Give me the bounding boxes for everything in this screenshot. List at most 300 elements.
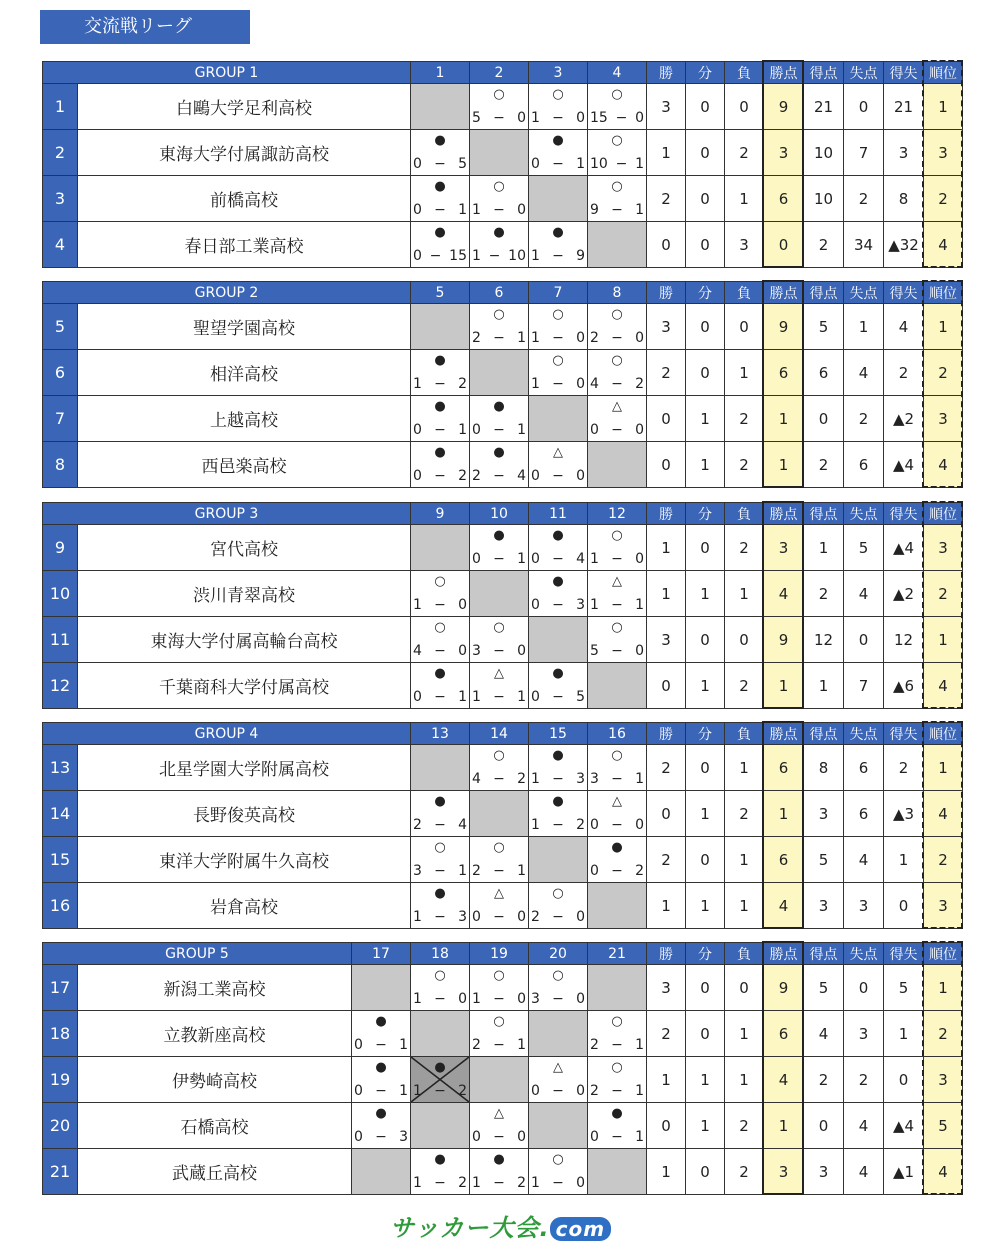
score-dash: − xyxy=(493,909,505,925)
rank-value: 4 xyxy=(924,663,963,709)
score-against: 1 xyxy=(517,1037,526,1053)
result-mark-icon: ● xyxy=(552,133,564,148)
stat-value: 0 xyxy=(647,791,686,837)
result-mark-icon: ● xyxy=(552,794,564,809)
match-result-cell xyxy=(470,883,529,929)
team-name: 西邑楽高校 xyxy=(78,442,411,488)
score-dash: − xyxy=(434,468,446,484)
score-for: 1 xyxy=(531,1175,540,1191)
score-against: 1 xyxy=(517,330,526,346)
result-mark-icon: ● xyxy=(434,1152,446,1167)
stat-header: 勝点 xyxy=(764,62,804,84)
stat-value: 12 xyxy=(804,617,844,663)
result-mark-icon: ● xyxy=(611,1106,623,1121)
score-against: 9 xyxy=(576,248,585,264)
score xyxy=(413,909,467,925)
stat-value: 1 xyxy=(725,571,764,617)
team-name: 長野俊英高校 xyxy=(78,791,411,837)
score-dash: − xyxy=(434,991,446,1007)
points-value: 6 xyxy=(764,1011,804,1057)
team-name: 立教新座高校 xyxy=(78,1011,352,1057)
score-dash: − xyxy=(493,643,505,659)
no-match-cell xyxy=(529,837,588,883)
stat-value: 1 xyxy=(647,1057,686,1103)
team-number: 4 xyxy=(43,222,78,268)
stat-value: 0 xyxy=(686,525,725,571)
logo-dot: . xyxy=(539,1214,550,1242)
match-result-cell xyxy=(470,617,529,663)
score-against: 1 xyxy=(517,689,526,705)
rank-value: 1 xyxy=(924,617,963,663)
score xyxy=(590,156,644,172)
opponent-column-header: 21 xyxy=(588,943,647,965)
opponent-column-header: 16 xyxy=(588,723,647,745)
stat-header: 順位 xyxy=(924,943,963,965)
match-result-cell xyxy=(529,745,588,791)
score xyxy=(531,110,585,126)
score-for: 1 xyxy=(472,248,481,264)
team-number: 5 xyxy=(43,304,78,350)
stat-value: 4 xyxy=(844,837,884,883)
score-for: 0 xyxy=(531,156,540,172)
result-mark-icon: ○ xyxy=(611,748,623,763)
points-value: 1 xyxy=(764,791,804,837)
result-mark-icon: ○ xyxy=(493,620,505,635)
group-table-4 xyxy=(42,722,963,929)
score-dash: − xyxy=(434,597,446,613)
score xyxy=(413,817,467,833)
score-for: 0 xyxy=(590,863,599,879)
score-dash: − xyxy=(493,863,505,879)
result-mark-icon: ○ xyxy=(552,968,564,983)
match-result-cell xyxy=(411,837,470,883)
match-result-cell xyxy=(529,1149,588,1195)
team-name: 東洋大学附属牛久高校 xyxy=(78,837,411,883)
opponent-column-header: 9 xyxy=(411,503,470,525)
score-for: 1 xyxy=(413,597,422,613)
score-against: 0 xyxy=(517,202,526,218)
stat-value: 0 xyxy=(647,442,686,488)
stat-header: 分 xyxy=(686,723,725,745)
score-for: 0 xyxy=(413,202,422,218)
score xyxy=(472,909,526,925)
score-dash: − xyxy=(552,991,564,1007)
match-result-cell xyxy=(529,791,588,837)
stat-header: 失点 xyxy=(844,62,884,84)
score-against: 1 xyxy=(517,422,526,438)
rank-value: 3 xyxy=(924,130,963,176)
score-dash: − xyxy=(429,248,442,264)
no-match-cell xyxy=(588,883,647,929)
stat-value: 3 xyxy=(844,1011,884,1057)
match-result-cell xyxy=(529,1057,588,1103)
stat-value: 3 xyxy=(804,883,844,929)
team-number: 7 xyxy=(43,396,78,442)
opponent-column-header: 7 xyxy=(529,282,588,304)
score xyxy=(354,1129,408,1145)
stat-value: 1 xyxy=(725,350,764,396)
score-dash: − xyxy=(611,551,623,567)
stat-value: ▲2 xyxy=(884,396,924,442)
score-against: 1 xyxy=(635,156,644,172)
group-table-5 xyxy=(42,942,963,1195)
stat-value: ▲2 xyxy=(884,571,924,617)
result-mark-icon: ○ xyxy=(434,968,446,983)
stat-header: 得点 xyxy=(804,723,844,745)
result-mark-icon: ● xyxy=(375,1060,387,1075)
score-against: 0 xyxy=(635,643,644,659)
score-against: 0 xyxy=(576,1083,585,1099)
rank-value: 3 xyxy=(924,396,963,442)
score-dash: − xyxy=(434,1175,446,1191)
stat-value: 3 xyxy=(647,617,686,663)
score-against: 0 xyxy=(635,817,644,833)
stat-value: 2 xyxy=(647,1011,686,1057)
stat-header: 勝点 xyxy=(764,503,804,525)
opponent-column-header: 18 xyxy=(411,943,470,965)
stat-value: 0 xyxy=(686,1011,725,1057)
result-mark-icon: ● xyxy=(434,794,446,809)
match-result-cell xyxy=(529,525,588,571)
score-dash: − xyxy=(611,863,623,879)
score-dash: − xyxy=(493,551,505,567)
score-for: 5 xyxy=(472,110,481,126)
stat-value: 0 xyxy=(647,396,686,442)
stat-value: 1 xyxy=(686,883,725,929)
match-result-cell xyxy=(588,396,647,442)
score-for: 9 xyxy=(590,202,599,218)
score-for: 1 xyxy=(531,771,540,787)
stat-header: 負 xyxy=(725,503,764,525)
match-result-cell xyxy=(411,176,470,222)
team-name: 武蔵丘高校 xyxy=(78,1149,352,1195)
result-mark-icon: ○ xyxy=(611,307,623,322)
stat-header: 得点 xyxy=(804,943,844,965)
team-name: 岩倉高校 xyxy=(78,883,411,929)
match-result-cell xyxy=(529,130,588,176)
stat-value: 3 xyxy=(647,84,686,130)
score xyxy=(531,156,585,172)
rank-value: 3 xyxy=(924,1057,963,1103)
score-against: 0 xyxy=(517,909,526,925)
result-mark-icon: ○ xyxy=(434,620,446,635)
score-for: 0 xyxy=(413,422,422,438)
no-match-cell xyxy=(529,617,588,663)
score-against: 1 xyxy=(517,551,526,567)
score-against: 1 xyxy=(399,1037,408,1053)
stat-header: 得失 xyxy=(884,723,924,745)
stat-header: 分 xyxy=(686,503,725,525)
team-name: 渋川青翠高校 xyxy=(78,571,411,617)
match-result-cell xyxy=(411,442,470,488)
stat-value: 0 xyxy=(725,84,764,130)
score-for: 1 xyxy=(531,817,540,833)
score-for: 0 xyxy=(354,1083,363,1099)
stat-value: 1 xyxy=(647,130,686,176)
match-result-cell xyxy=(411,663,470,709)
rank-value: 2 xyxy=(924,176,963,222)
score-for: 2 xyxy=(590,330,599,346)
score-against: 1 xyxy=(576,156,585,172)
no-match-cell xyxy=(588,222,647,268)
stat-header: 勝点 xyxy=(764,282,804,304)
opponent-column-header: 8 xyxy=(588,282,647,304)
score-dash: − xyxy=(611,376,623,392)
score-against: 2 xyxy=(517,1175,526,1191)
points-value: 9 xyxy=(764,304,804,350)
score-against: 0 xyxy=(576,468,585,484)
stat-value: 21 xyxy=(804,84,844,130)
rank-value: 3 xyxy=(924,883,963,929)
score-dash: − xyxy=(552,376,564,392)
stat-value: 0 xyxy=(647,663,686,709)
result-mark-icon: ● xyxy=(434,133,446,148)
logo-com: com xyxy=(550,1217,611,1241)
group-name: GROUP 2 xyxy=(43,282,411,304)
score xyxy=(590,330,644,346)
stat-value: 1 xyxy=(725,745,764,791)
team-row xyxy=(43,350,963,396)
stat-value: 0 xyxy=(647,222,686,268)
score xyxy=(590,771,644,787)
points-value: 6 xyxy=(764,176,804,222)
match-result-cell xyxy=(470,1011,529,1057)
rank-value: 2 xyxy=(924,837,963,883)
team-name: 相洋高校 xyxy=(78,350,411,396)
stat-value: 4 xyxy=(884,304,924,350)
team-row xyxy=(43,791,963,837)
no-match-cell xyxy=(411,1011,470,1057)
stat-value: 1 xyxy=(884,1011,924,1057)
stat-value: 1 xyxy=(647,883,686,929)
stat-value: 6 xyxy=(804,350,844,396)
team-number: 15 xyxy=(43,837,78,883)
score-dash: − xyxy=(434,643,446,659)
stat-header: 勝 xyxy=(647,282,686,304)
score-dash: − xyxy=(552,597,564,613)
score xyxy=(531,909,585,925)
score-for: 0 xyxy=(531,1083,540,1099)
score-against: 0 xyxy=(458,597,467,613)
stat-value: 5 xyxy=(804,304,844,350)
score-for: 2 xyxy=(472,468,481,484)
score-dash: − xyxy=(611,330,623,346)
score-for: 1 xyxy=(590,551,599,567)
stat-value: 1 xyxy=(804,525,844,571)
team-row xyxy=(43,84,963,130)
score-for: 0 xyxy=(472,422,481,438)
score xyxy=(531,689,585,705)
score xyxy=(531,771,585,787)
stat-value: 0 xyxy=(686,176,725,222)
match-result-cell xyxy=(588,1103,647,1149)
stat-value: 2 xyxy=(725,1149,764,1195)
team-row xyxy=(43,745,963,791)
no-match-cell xyxy=(470,1057,529,1103)
stat-value: 2 xyxy=(844,1057,884,1103)
stat-value: 4 xyxy=(844,350,884,396)
opponent-column-header: 1 xyxy=(411,62,470,84)
result-mark-icon: ○ xyxy=(611,1060,623,1075)
score-against: 0 xyxy=(576,991,585,1007)
score xyxy=(531,248,585,264)
score xyxy=(590,863,644,879)
match-result-cell xyxy=(470,442,529,488)
stat-header: 得失 xyxy=(884,62,924,84)
score-against: 2 xyxy=(458,1175,467,1191)
match-result-cell xyxy=(470,84,529,130)
score xyxy=(472,771,526,787)
rank-value: 3 xyxy=(924,525,963,571)
stat-value: 0 xyxy=(686,745,725,791)
stat-header: 失点 xyxy=(844,503,884,525)
stat-header: 勝 xyxy=(647,723,686,745)
stat-value: 2 xyxy=(804,571,844,617)
team-number: 18 xyxy=(43,1011,78,1057)
stat-header: 勝 xyxy=(647,62,686,84)
stat-value: 1 xyxy=(725,837,764,883)
score-for: 1 xyxy=(413,1083,422,1099)
match-result-cell xyxy=(588,130,647,176)
stat-value: 2 xyxy=(647,837,686,883)
result-mark-icon: ● xyxy=(434,666,446,681)
result-mark-icon: ● xyxy=(552,225,564,240)
result-mark-icon: ○ xyxy=(611,133,623,148)
stat-value: 6 xyxy=(844,442,884,488)
score-against: 0 xyxy=(517,643,526,659)
score xyxy=(472,422,526,438)
result-mark-icon: ○ xyxy=(493,307,505,322)
result-mark-icon: ● xyxy=(434,179,446,194)
stat-value: 6 xyxy=(844,791,884,837)
stat-value: 1 xyxy=(725,883,764,929)
result-mark-icon: ○ xyxy=(611,528,623,543)
score-for: 3 xyxy=(590,771,599,787)
score-dash: − xyxy=(434,1083,446,1099)
opponent-column-header: 20 xyxy=(529,943,588,965)
match-result-cell xyxy=(411,130,470,176)
score-for: 2 xyxy=(472,863,481,879)
no-match-cell xyxy=(529,396,588,442)
match-result-cell xyxy=(470,663,529,709)
score xyxy=(413,643,467,659)
stat-value: 2 xyxy=(647,745,686,791)
points-value: 0 xyxy=(764,222,804,268)
score-for: 2 xyxy=(590,1083,599,1099)
score-for: 0 xyxy=(531,468,540,484)
stat-value: 2 xyxy=(844,396,884,442)
score-dash: − xyxy=(488,248,501,264)
score xyxy=(531,817,585,833)
team-number: 17 xyxy=(43,965,78,1011)
result-mark-icon: ○ xyxy=(493,179,505,194)
score-against: 1 xyxy=(635,1129,644,1145)
score-for: 4 xyxy=(590,376,599,392)
stat-header: 得点 xyxy=(804,503,844,525)
result-mark-icon: ○ xyxy=(611,353,623,368)
stat-value: 0 xyxy=(884,883,924,929)
stat-value: 5 xyxy=(844,525,884,571)
match-result-cell xyxy=(529,965,588,1011)
score-for: 0 xyxy=(472,909,481,925)
stat-value: 0 xyxy=(725,304,764,350)
stat-header: 分 xyxy=(686,282,725,304)
result-mark-icon: ○ xyxy=(493,968,505,983)
stat-value: 0 xyxy=(884,1057,924,1103)
score-dash: − xyxy=(434,689,446,705)
score-dash: − xyxy=(611,771,623,787)
stat-header: 負 xyxy=(725,943,764,965)
score-for: 2 xyxy=(472,330,481,346)
stat-value: 5 xyxy=(804,837,844,883)
score xyxy=(472,248,526,264)
no-match-cell xyxy=(529,176,588,222)
result-mark-icon: ○ xyxy=(493,748,505,763)
stat-value: 2 xyxy=(647,176,686,222)
points-value: 1 xyxy=(764,663,804,709)
stat-value: 1 xyxy=(725,1011,764,1057)
match-result-cell xyxy=(352,1011,411,1057)
stat-value: 2 xyxy=(725,663,764,709)
rank-value: 1 xyxy=(924,84,963,130)
match-result-cell xyxy=(470,222,529,268)
score-dash: − xyxy=(434,156,446,172)
score xyxy=(531,597,585,613)
stat-value: 2 xyxy=(725,442,764,488)
stat-value: 1 xyxy=(725,176,764,222)
stat-value: 0 xyxy=(725,965,764,1011)
match-result-cell xyxy=(470,837,529,883)
team-number: 19 xyxy=(43,1057,78,1103)
score-for: 1 xyxy=(590,597,599,613)
match-result-cell xyxy=(470,176,529,222)
score-against: 0 xyxy=(458,991,467,1007)
opponent-column-header: 11 xyxy=(529,503,588,525)
site-logo[interactable] xyxy=(0,1208,1001,1243)
result-mark-icon: ○ xyxy=(552,886,564,901)
score-dash: − xyxy=(434,817,446,833)
stat-header: 得点 xyxy=(804,282,844,304)
score xyxy=(472,468,526,484)
stat-value: 5 xyxy=(804,965,844,1011)
stat-value: 0 xyxy=(686,130,725,176)
score-against: 2 xyxy=(458,376,467,392)
stat-value: 1 xyxy=(647,571,686,617)
stat-value: 2 xyxy=(884,350,924,396)
stat-value: 3 xyxy=(844,883,884,929)
result-mark-icon: △ xyxy=(553,445,563,460)
score-against: 1 xyxy=(458,202,467,218)
score-for: 1 xyxy=(472,689,481,705)
match-result-cell xyxy=(529,663,588,709)
score xyxy=(531,330,585,346)
team-row xyxy=(43,1149,963,1195)
score-dash: − xyxy=(493,202,505,218)
stat-value: 2 xyxy=(844,176,884,222)
score-dash: − xyxy=(552,551,564,567)
score xyxy=(413,597,467,613)
points-value: 1 xyxy=(764,1103,804,1149)
score-dash: − xyxy=(493,422,505,438)
stat-value: 3 xyxy=(725,222,764,268)
match-result-cell xyxy=(352,1057,411,1103)
team-number: 1 xyxy=(43,84,78,130)
score xyxy=(472,1129,526,1145)
points-value: 4 xyxy=(764,1057,804,1103)
stat-header: 順位 xyxy=(924,282,963,304)
match-result-cell xyxy=(411,1057,470,1103)
score xyxy=(472,202,526,218)
